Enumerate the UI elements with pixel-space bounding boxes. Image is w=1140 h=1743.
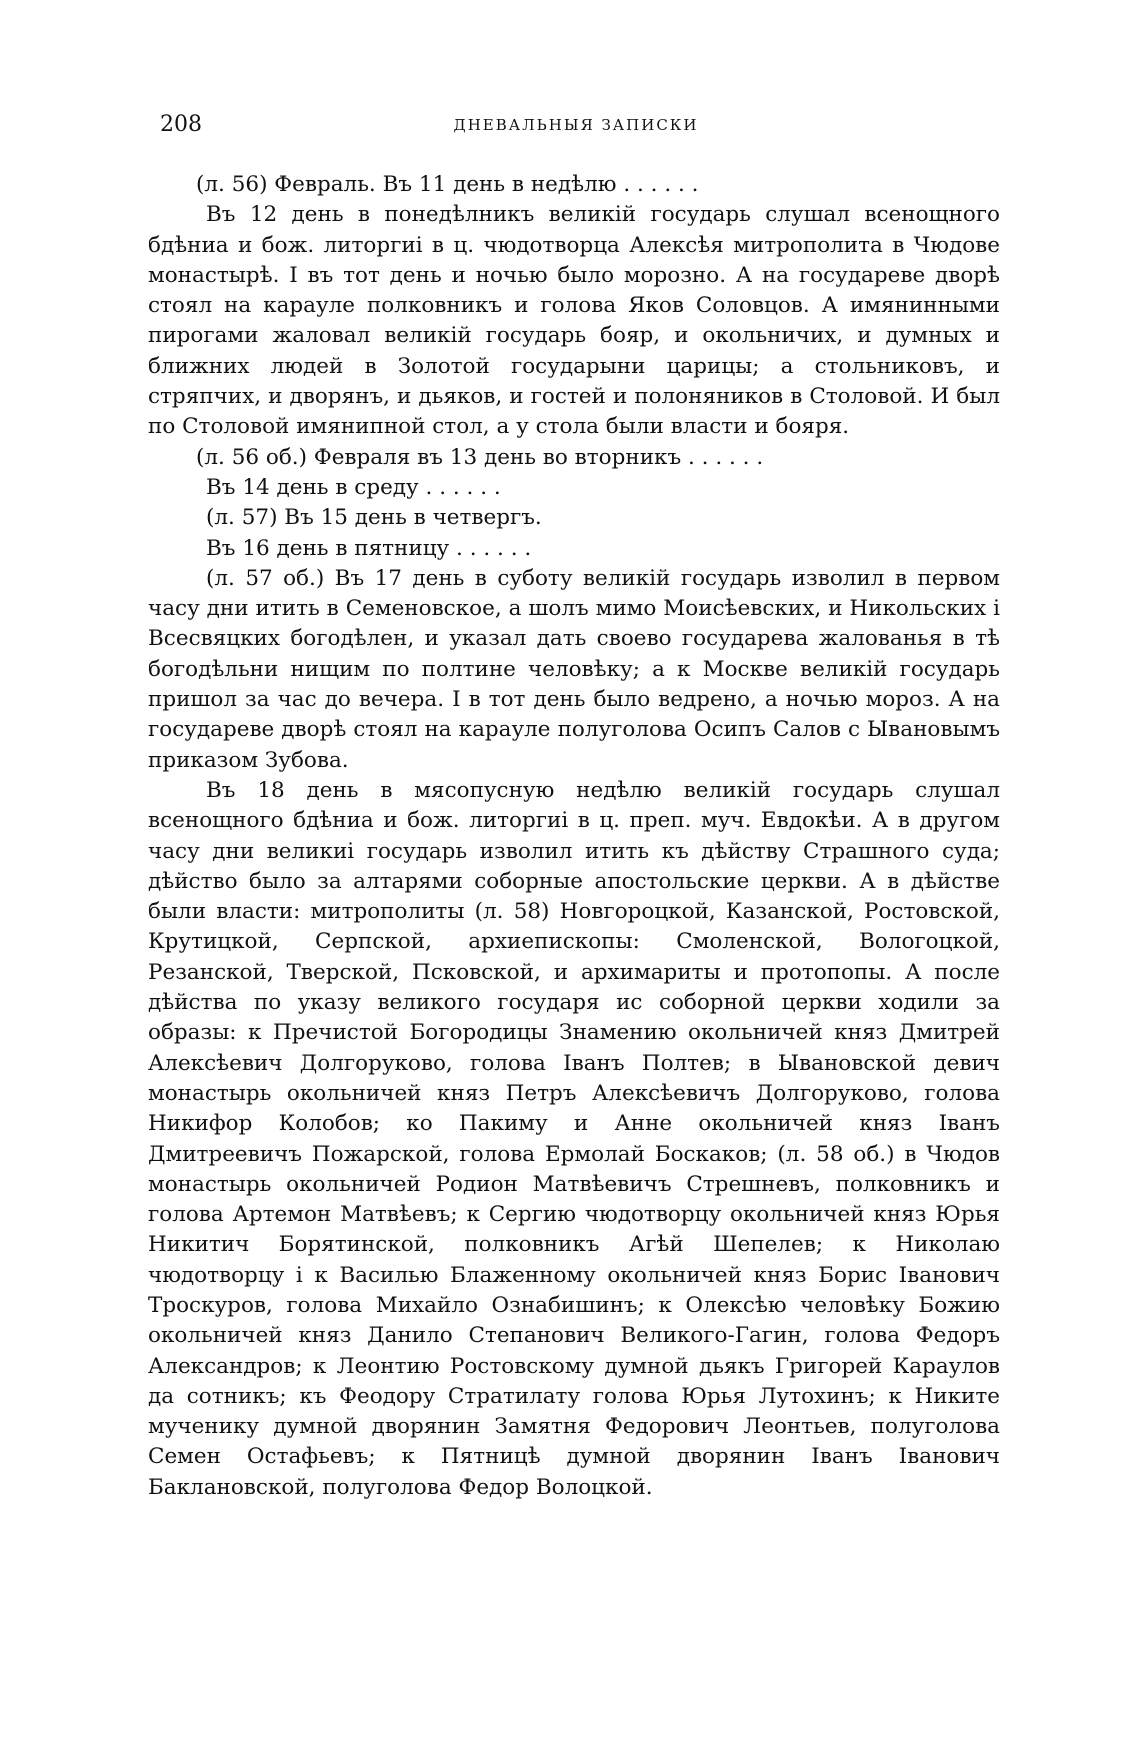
- paragraph-february-13: (л. 56 об.) Февраля въ 13 день во вторникъ . . . . . .: [196, 444, 764, 470]
- running-title: ДНЕВАЛЬНЫЯ ЗАПИСКИ: [453, 116, 699, 134]
- running-head: [150, 112, 1002, 148]
- paragraph-february-11: (л. 56) Февраль. Въ 11 день в недѣлю . . . . . .: [196, 172, 699, 197]
- paragraph-february-14: Въ 14 день в среду . . . . . .: [206, 474, 501, 500]
- paragraph-february-15: (л. 57) Въ 15 день в четвергъ.: [206, 505, 542, 531]
- paragraph-february-16: Въ 16 день в пятницу . . . . . .: [206, 535, 532, 561]
- body-text: [148, 170, 1000, 1503]
- page-number: 208: [160, 112, 202, 137]
- paragraph-february-18: Въ 18 день в мясопусную недѣлю великій государь слушал всенощного бдѣниа и бож. литоргиі в ц. преп. муч. Евдокѣи. А в другом часу дни великиі государь изволил итить къ дѣйству Страшного суда; дѣйство было за алтарями соборные апостольские церкви. А в дѣйстве были власти: митрополиты (л. 58) Новгороцкой, Казанской, Ростовской, Крутицкой, Серпской, архиепископы: Смоленской, Вологоцкой, Резанской, Тверской, Псковской, и архимариты и протопопы. А после дѣйства по указу великого государя ис соборной церкви ходили за образы: к Пречистой Богородицы Знамению окольничей княз Дмитрей Алексѣевич Долгоруково, голова Іванъ Полтев; в Ывановской девич монастырь окольничей княз Петръ Алексѣевичъ Долгоруково, голова Никифор Колобов; ко Пакиму и Анне окольничей княз Іванъ Дмитреевичъ Пожарской, голова Ермолай Боскаков; (л. 58 об.) в Чюдов монастырь окольничей Родион Матвѣевичъ Стрешневъ, полковникъ и голова Артемон Матвѣевъ; к Сергию чюдотворцу окольничей княз Юрья Никитич Борятинской, полковникъ Агѣй Шепелев; к Николаю чюдотворцу і к Василью Блаженному окольничей княз Борис Іванович Троскуров, голова Михайло Ознабишинъ; к Олексѣю человѣку Божию окольничей княз Данило Степанович Великого-Гагин, голова Федоръ Александров; к Леонтию Ростовскому думной дьякъ Григорей Караулов да сотникъ; къ Феодору Стратилату голова Юрья Лутохинъ; к Никите мученику думной дворянин Замятня Федорович Леонтьев, полуголова Семен Остафьевъ; к Пятницѣ думной дворянин Іванъ Іванович Баклановской, полуголова Федор Волоцкой.: [148, 777, 1000, 1500]
- paragraph-february-12: Въ 12 день в понедѣлникъ великій государь слушал всенощного бдѣниа и бож. литоргиі в ц. чюдотворца Алексѣя митрополита в Чюдове монастырѣ. І въ тот день и ночью было морозно. А на государеве дворѣ стоял на карауле полковникъ и голова Яков Соловцов. А имянинными пирогами жаловал великій государь бояр, и окольничих, и думных и ближних людей в Золотой государыни царицы; а стольниковъ, и стряпчих, и дворянъ, и дьяков, и гостей и полоняников в Столовой. И был по Столовой имянипной стол, а у стола были власти и бояря.: [148, 202, 1000, 440]
- paragraph-february-17: (л. 57 об.) Въ 17 день в суботу великій государь изволил в первом часу дни итить в Семеновское, а шолъ мимо Моисѣевских, и Никольских і Всесвяцких богодѣлен, и указал дать своево государева жалованья в тѣ богодѣльни нищим по полтине человѣку; а к Москве великій государь пришол за час до вечера. І в тот день было ведрено, а ночью мороз. А на государеве дворѣ стоял на карауле полуголова Осипъ Салов с Ывановымъ приказом Зубова.: [148, 565, 1000, 773]
